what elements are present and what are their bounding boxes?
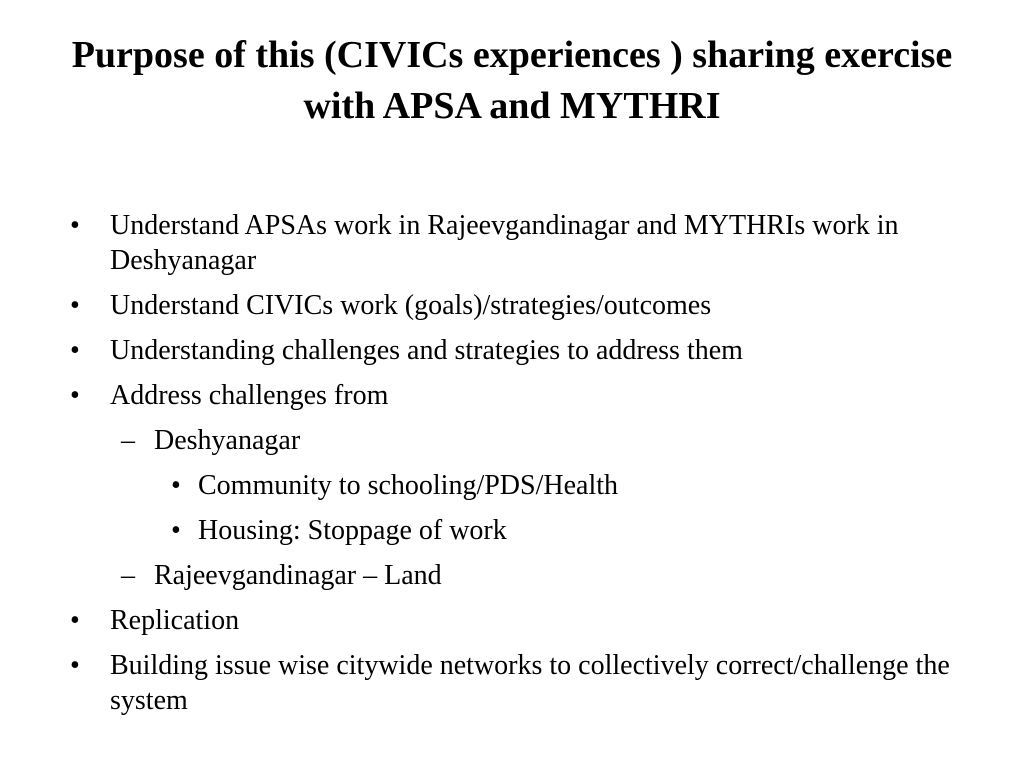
bullet-list [0, 208, 1024, 728]
list-item-text: Rajeevgandinagar – Land [154, 560, 442, 591]
sub-sub-list-item [0, 513, 1024, 548]
list-item-text: Building issue wise citywide networks to collectively correct/challenge the system [110, 650, 950, 716]
slide-title: Purpose of this (CIVICs experiences ) sharing exercise with APSA and MYTHRI [71, 34, 953, 127]
bullet-icon: • [171, 470, 181, 501]
list-item-text: Community to schooling/PDS/Health [198, 470, 619, 501]
sub-list-item [0, 558, 1024, 593]
bullet-icon: • [70, 290, 80, 321]
bullet-icon: • [70, 335, 80, 366]
list-item-text: Housing: Stoppage of work [198, 515, 507, 546]
bullet-icon: • [171, 515, 181, 546]
list-item-text: Understanding challenges and strategies to address them [110, 335, 743, 366]
bullet-icon: • [70, 650, 80, 681]
bullet-icon: • [70, 210, 80, 241]
dash-icon: – [121, 425, 135, 456]
list-item [0, 288, 1024, 323]
sub-list-item [0, 423, 1024, 458]
sub-sub-list-item [0, 468, 1024, 503]
list-item [0, 378, 1024, 413]
bullet-icon: • [70, 605, 80, 636]
list-item-text: Understand APSAs work in Rajeevgandinagar and MYTHRIs work in Deshyanagar [110, 210, 899, 276]
list-item-text: Replication [110, 605, 240, 636]
list-item [0, 333, 1024, 368]
list-item [0, 603, 1024, 638]
list-item-text: Deshyanagar [154, 425, 301, 456]
list-item [0, 648, 1024, 718]
bullet-icon: • [70, 380, 80, 411]
list-item-text: Understand CIVICs work (goals)/strategies/outcomes [110, 290, 712, 321]
list-item-text: Address challenges from [110, 380, 389, 411]
dash-icon: – [121, 560, 135, 591]
list-item [0, 208, 1024, 278]
